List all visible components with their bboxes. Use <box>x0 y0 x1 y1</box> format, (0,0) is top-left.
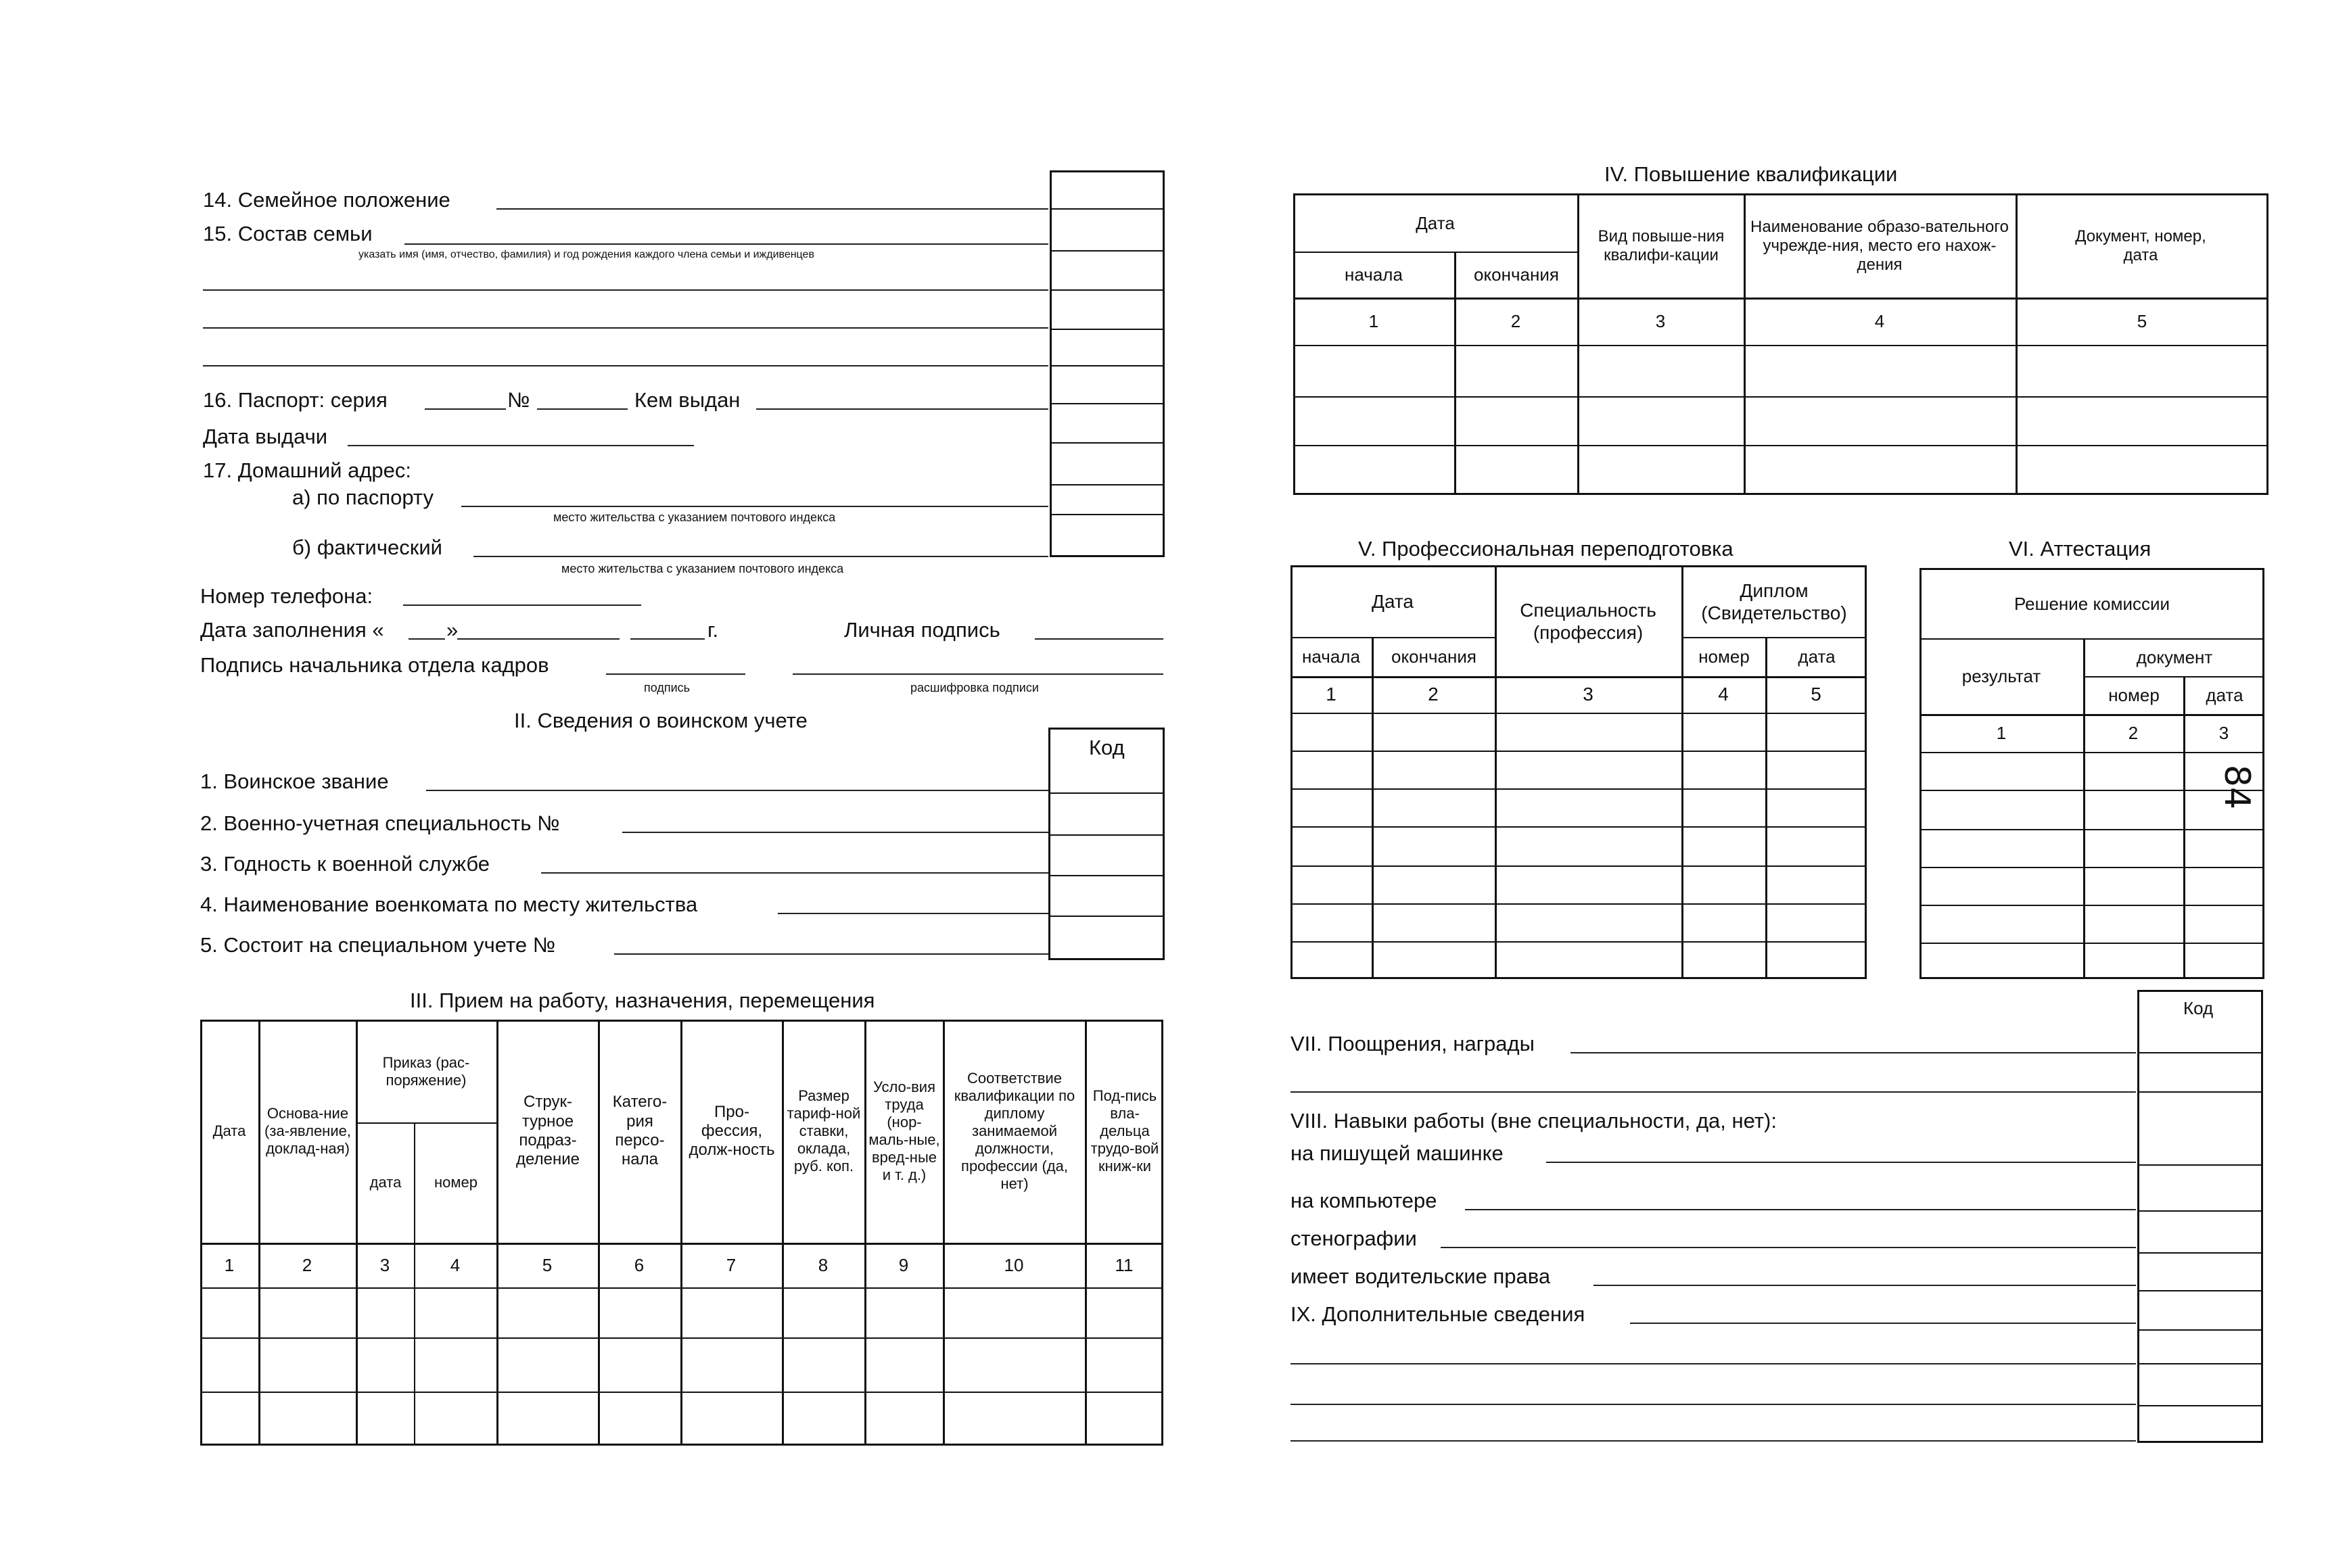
retr-date-header: Дата <box>1371 591 1414 613</box>
stenography-field[interactable] <box>1441 1247 2136 1248</box>
military-rank-field[interactable] <box>426 790 1048 791</box>
retraining-section-title: V. Профессиональная переподготовка <box>1358 537 1733 561</box>
col-num-11: 11 <box>1115 1254 1134 1275</box>
att-num-1: 1 <box>1996 722 2007 743</box>
additional-info-label: IX. Дополнительные сведения <box>1290 1302 1585 1326</box>
retr-start-header: начала <box>1302 646 1360 667</box>
issue-date-field[interactable] <box>348 445 694 446</box>
driver-license-field[interactable] <box>1593 1285 2136 1286</box>
col-num-7: 7 <box>726 1254 737 1275</box>
family-line-4[interactable] <box>203 365 1048 366</box>
col-order: Приказ (рас-поряжение) <box>382 1054 470 1089</box>
col-order-date: дата <box>369 1174 402 1191</box>
col-signature: Под-пись вла-дельца трудо-вой книж-ки <box>1090 1087 1159 1174</box>
col-conformity: Соответствие квалификации по диплому занимаемой должности, профессии (да, нет) <box>954 1070 1075 1192</box>
address-actual-label: б) фактический <box>292 536 442 559</box>
col-num-4: 4 <box>450 1254 461 1275</box>
decode-hint: расшифровка подписи <box>910 681 1039 694</box>
fill-date-month[interactable] <box>457 638 620 640</box>
phone-label: Номер телефона: <box>200 584 373 608</box>
attestation-section-title: VI. Аттестация <box>2009 537 2151 561</box>
additional-line-2[interactable] <box>1290 1363 2136 1364</box>
family-status-field[interactable] <box>496 208 1048 210</box>
col-num-8: 8 <box>818 1254 829 1275</box>
att-number-header: номер <box>2108 684 2160 705</box>
col-num-5: 5 <box>542 1254 553 1275</box>
qual-end-header: окончания <box>1474 264 1559 285</box>
phone-field[interactable] <box>403 604 641 606</box>
special-registration-label: 5. Состоит на специальном учете № <box>200 933 555 957</box>
typewriter-field[interactable] <box>1546 1162 2136 1163</box>
address-hint-1: место жительства с указанием почтового индекса <box>553 510 836 524</box>
passport-number-field[interactable] <box>537 408 628 410</box>
signature-hint: подпись <box>644 681 691 694</box>
passport-series-label: 16. Паспорт: серия <box>203 388 388 412</box>
family-composition-field[interactable] <box>404 243 1048 245</box>
address-by-passport-label: а) по паспорту <box>292 485 434 509</box>
fill-date-quote: » <box>446 618 459 642</box>
driver-license-label: имеет водительские права <box>1290 1264 1551 1288</box>
col-num-3: 3 <box>379 1254 390 1275</box>
military-code-header: Код <box>1089 736 1125 759</box>
qual-num-1: 1 <box>1368 310 1379 331</box>
col-num-6: 6 <box>634 1254 645 1275</box>
awards-field[interactable] <box>1570 1052 2136 1053</box>
special-registration-field[interactable] <box>614 953 1048 955</box>
personal-signature-field[interactable] <box>1035 638 1163 640</box>
fill-date-year-label: г. <box>707 618 719 642</box>
retr-num-4: 4 <box>1718 684 1729 705</box>
additional-info-field[interactable] <box>1630 1323 2136 1324</box>
passport-issued-by-label: Кем выдан <box>634 388 741 412</box>
family-line-3[interactable] <box>203 327 1048 329</box>
family-line-2[interactable] <box>203 289 1048 291</box>
passport-series-field[interactable] <box>425 408 506 410</box>
awards-label: VII. Поощрения, награды <box>1290 1032 1535 1055</box>
military-office-label: 4. Наименование военкомата по месту жительства <box>200 893 698 916</box>
retr-date2-header: дата <box>1798 646 1836 667</box>
extra-code-box <box>2137 990 2263 1443</box>
passport-number-label: № <box>507 388 530 412</box>
qual-start-header: начала <box>1345 264 1403 285</box>
military-section-title: II. Сведения о воинском учете <box>514 709 808 732</box>
additional-line-3[interactable] <box>1290 1404 2136 1405</box>
retr-specialty-header: Специальность (профессия) <box>1520 599 1656 643</box>
stenography-label: стенографии <box>1290 1227 1417 1250</box>
family-status-label: 14. Семейное положение <box>203 188 450 212</box>
military-fitness-field[interactable] <box>541 872 1048 874</box>
passport-issued-by-field[interactable] <box>756 408 1048 410</box>
awards-line-2[interactable] <box>1290 1091 2136 1093</box>
personal-signature-label: Личная подпись <box>844 618 1000 642</box>
address-hint-2: место жительства с указанием почтового индекса <box>561 562 844 575</box>
qual-type-header: Вид повыше-ния квалифи-кации <box>1598 227 1725 264</box>
fill-date-day[interactable] <box>409 638 445 640</box>
qual-date-header: Дата <box>1416 212 1455 233</box>
fill-date-label: Дата заполнения « <box>200 618 384 642</box>
qual-num-4: 4 <box>1874 310 1885 331</box>
att-result-header: результат <box>1961 665 2041 686</box>
col-num-9: 9 <box>898 1254 909 1275</box>
col-profession: Про-фессия, долж-ность <box>689 1102 775 1160</box>
military-office-field[interactable] <box>778 913 1048 914</box>
typewriter-label: на пишущей машинке <box>1290 1141 1504 1165</box>
hr-head-decode-field[interactable] <box>793 673 1163 675</box>
col-unit: Струк-турное подраз-деление <box>516 1093 580 1169</box>
att-date-header: дата <box>2206 684 2243 705</box>
computer-label: на компьютере <box>1290 1189 1437 1212</box>
qualification-section-title: IV. Повышение квалификации <box>1604 162 1898 186</box>
col-num-1: 1 <box>224 1254 235 1275</box>
retr-num-3: 3 <box>1583 684 1593 705</box>
fill-date-year[interactable] <box>630 638 705 640</box>
col-category: Катего-рия персо-нала <box>612 1093 668 1169</box>
code-box-personal <box>1050 170 1165 557</box>
col-basis: Основа-ние (за-явление, доклад-ная) <box>264 1105 351 1157</box>
military-specialty-field[interactable] <box>622 832 1048 833</box>
military-specialty-label: 2. Военно-учетная специальность № <box>200 811 560 835</box>
retr-num-5: 5 <box>1811 684 1821 705</box>
att-document-header: документ <box>2136 646 2213 667</box>
employment-section-title: III. Прием на работу, назначения, перемещения <box>410 989 875 1012</box>
home-address-label: 17. Домашний адрес: <box>203 458 412 482</box>
col-order-number: номер <box>434 1174 478 1191</box>
retr-diploma-header: Диплом (Свидетельство) <box>1701 579 1847 623</box>
issue-date-label: Дата выдачи <box>203 425 328 448</box>
hr-head-signature-field[interactable] <box>606 673 745 675</box>
page-number: 84 <box>2216 764 2258 810</box>
col-num-2: 2 <box>302 1254 312 1275</box>
extra-code-header: Код <box>2183 998 2214 1018</box>
additional-line-4[interactable] <box>1290 1440 2136 1442</box>
qual-num-3: 3 <box>1655 310 1666 331</box>
att-num-2: 2 <box>2128 722 2139 743</box>
qual-institution-header: Наименование образо-вательного учрежде-ния, место его нахож-дения <box>1750 217 2009 275</box>
retr-num-1: 1 <box>1326 684 1336 705</box>
qual-num-2: 2 <box>1510 310 1521 331</box>
military-fitness-label: 3. Годность к военной службе <box>200 852 490 876</box>
col-salary: Размер тариф-ной ставки, оклада, руб. коп. <box>787 1087 861 1174</box>
skills-label: VIII. Навыки работы (вне специальности, да, нет): <box>1290 1109 1777 1133</box>
att-num-3: 3 <box>2218 722 2229 743</box>
military-rank-label: 1. Воинское звание <box>200 769 389 793</box>
att-decision-header: Решение комиссии <box>2014 593 2170 614</box>
qual-num-5: 5 <box>2137 310 2147 331</box>
family-hint: указать имя (имя, отчество, фамилия) и год рождения каждого члена семьи и иждивенцев <box>358 249 814 260</box>
col-date: Дата <box>212 1122 246 1140</box>
hr-head-signature-label: Подпись начальника отдела кадров <box>200 653 549 677</box>
col-num-10: 10 <box>1004 1254 1024 1275</box>
computer-field[interactable] <box>1465 1209 2136 1210</box>
retr-num-2: 2 <box>1428 684 1439 705</box>
col-conditions: Усло-вия труда (нор-маль-ные, вред-ные и т. д.) <box>868 1078 940 1183</box>
retr-number-header: номер <box>1698 646 1750 667</box>
retr-end-header: окончания <box>1391 646 1476 667</box>
qual-document-header: Документ, номер, дата <box>2075 227 2206 264</box>
family-composition-label: 15. Состав семьи <box>203 222 373 245</box>
military-code-box <box>1048 728 1165 960</box>
address-by-passport-field[interactable] <box>461 506 1048 507</box>
address-actual-field[interactable] <box>473 556 1048 557</box>
